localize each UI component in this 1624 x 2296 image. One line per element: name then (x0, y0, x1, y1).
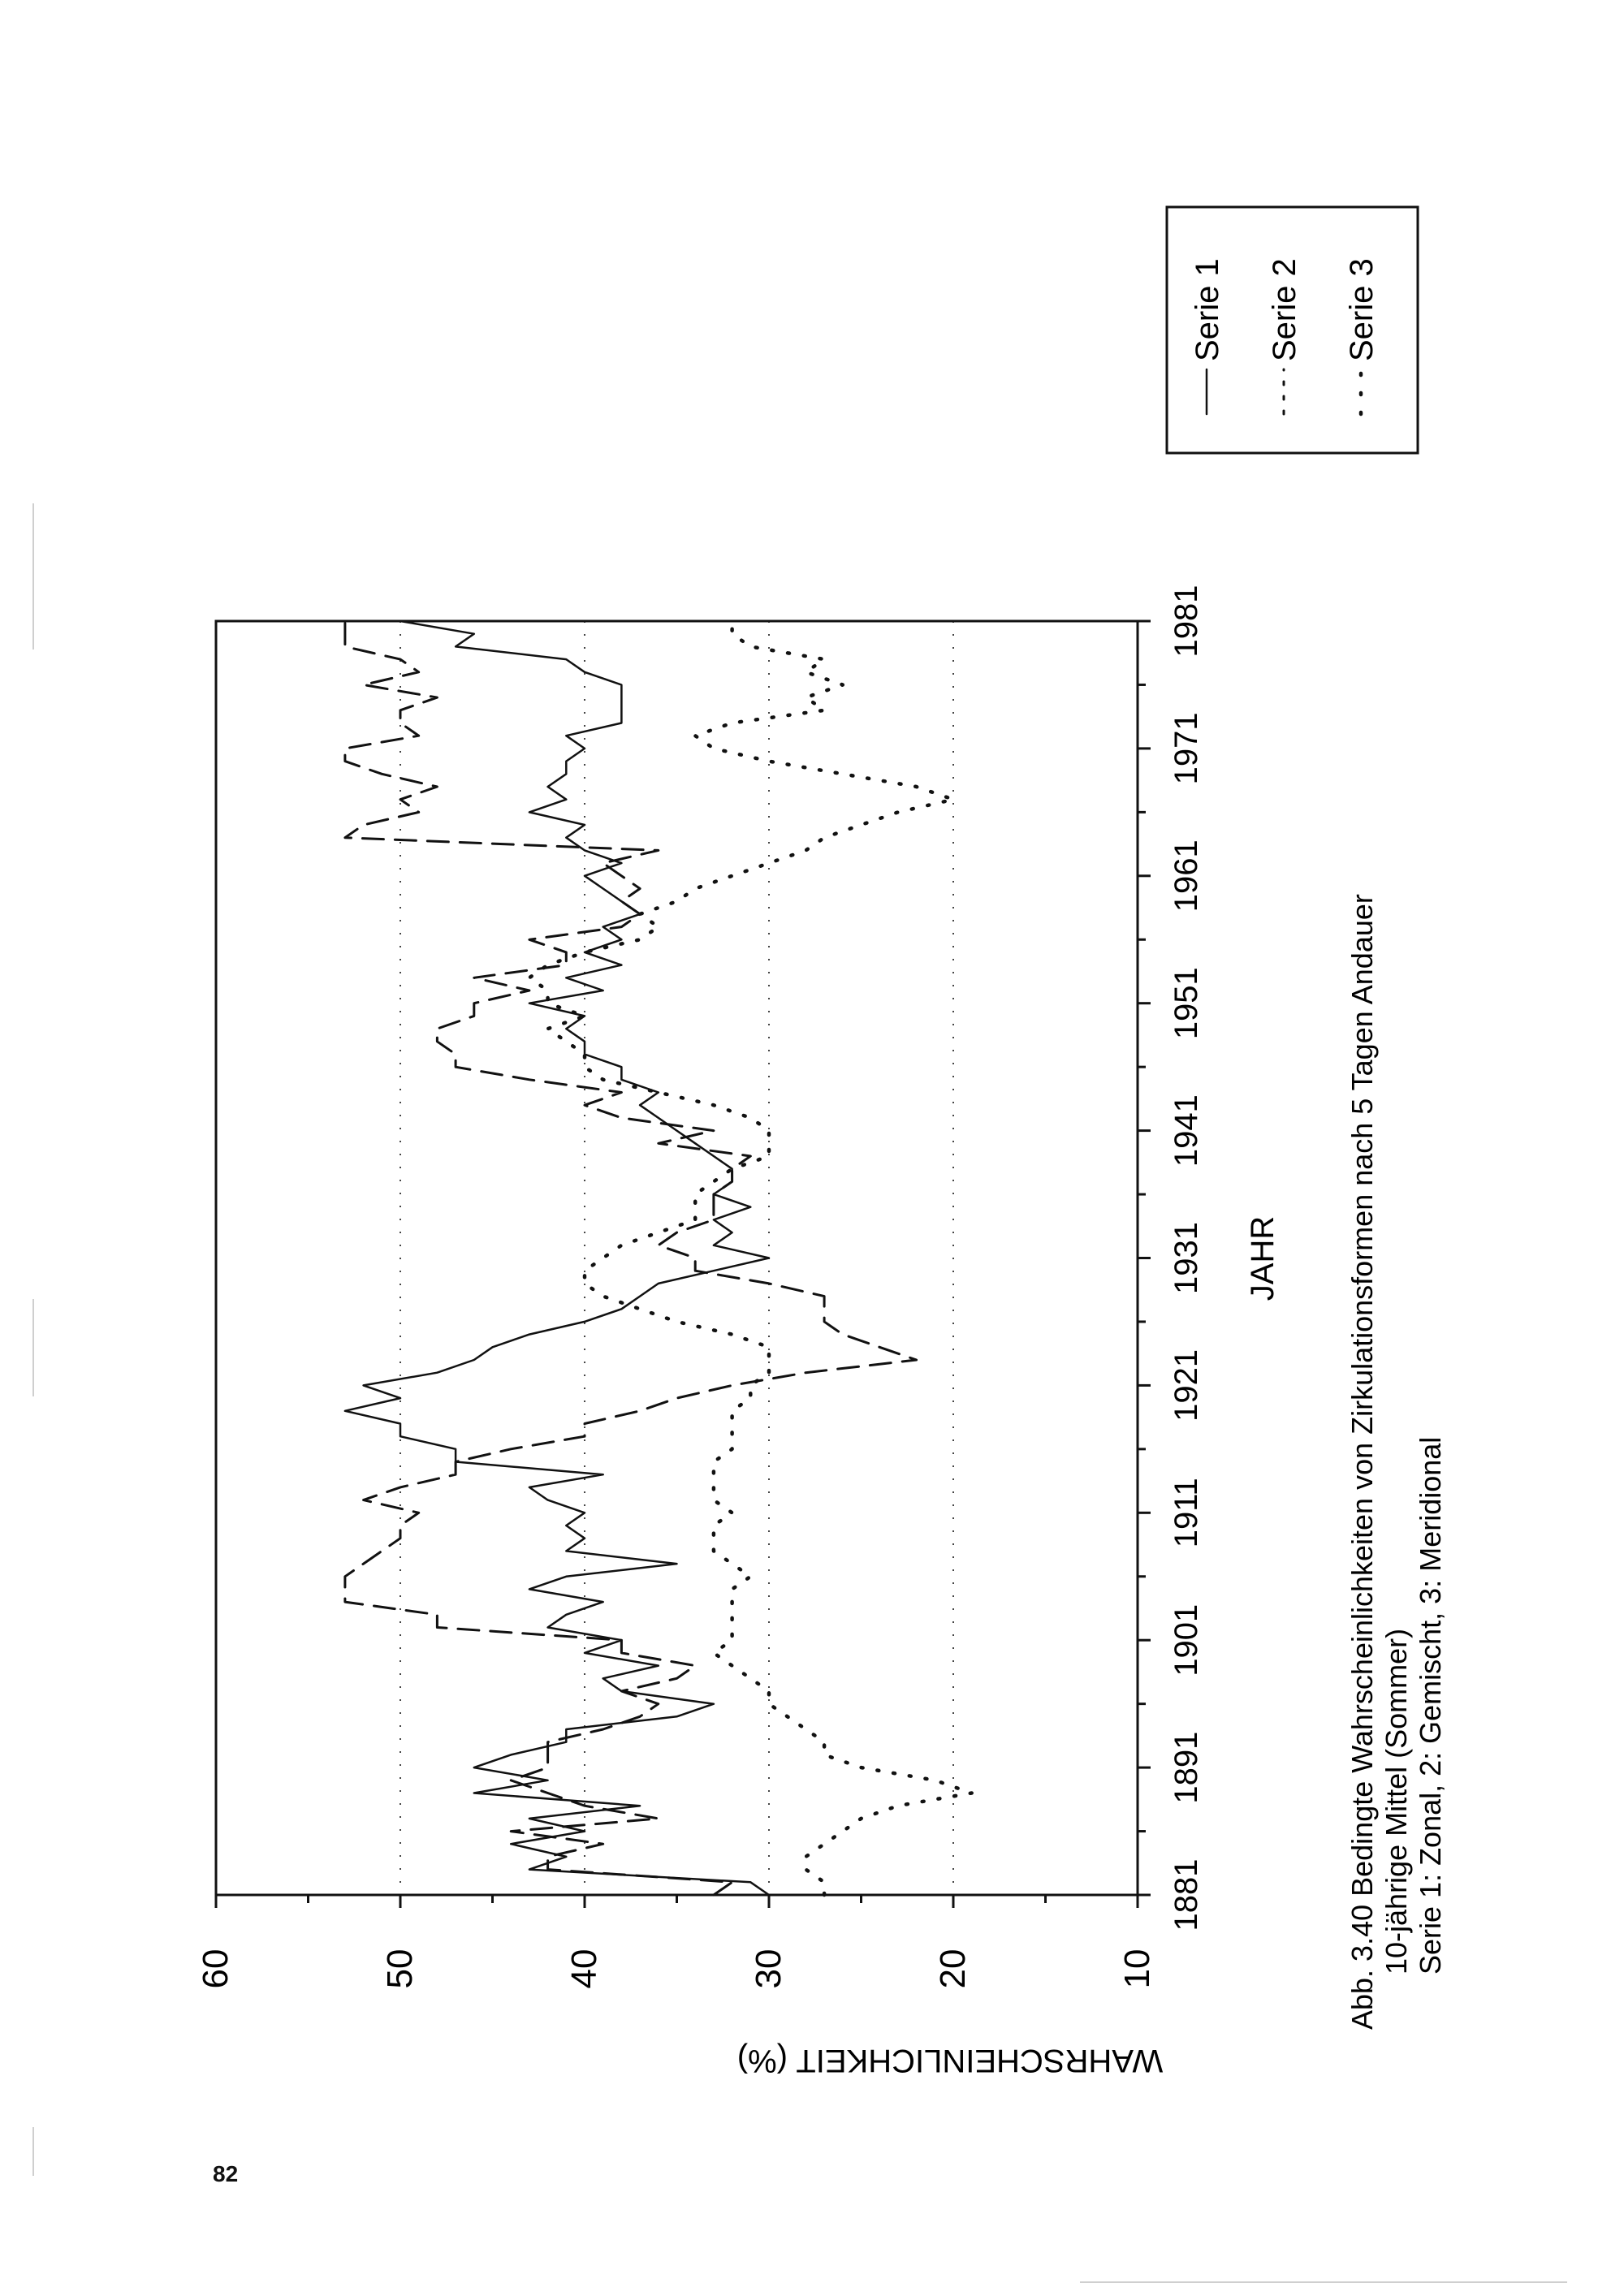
y-tick-label-10: 10 (1117, 1949, 1157, 1989)
y-axis-label: WAHRSCHEINLICHKEIT (%) (736, 2043, 1164, 2078)
x-tick-label-1901: 1901 (1168, 1603, 1204, 1677)
x-tick-label-1951: 1951 (1168, 967, 1204, 1040)
y-tick-label-30: 30 (749, 1949, 788, 1989)
x-tick-label-1891: 1891 (1168, 1731, 1204, 1804)
scan-edge-bottom (1080, 2281, 1567, 2283)
y-tick-label-20: 20 (933, 1949, 973, 1989)
page-number: 82 (213, 2161, 239, 2186)
y-tick-label-60: 60 (196, 1949, 235, 1989)
x-tick-label-1971: 1971 (1168, 712, 1204, 785)
x-tick-label-1881: 1881 (1168, 1858, 1204, 1931)
caption-line-3: Serie 1: Zonal, 2: Gemischt, 3: Meridional (1414, 1436, 1447, 1974)
x-tick-label-1911: 1911 (1168, 1478, 1204, 1548)
x-axis-label: JAHR (1245, 1215, 1281, 1301)
x-tick-label-1921: 1921 (1168, 1349, 1204, 1422)
legend-label-1: Serie 1 (1190, 258, 1225, 361)
caption-line-1: Abb. 3.40 Bedingte Wahrscheinlichkeiten von Zirkulationsformen nach 5 Tagen Andauer (1345, 894, 1379, 2030)
x-tick-label-1931: 1931 (1168, 1222, 1204, 1294)
scan-edge-left (32, 503, 34, 650)
legend-label-3: Serie 3 (1344, 258, 1380, 361)
x-tick-label-1961: 1961 (1168, 839, 1204, 913)
x-tick-label-1941: 1941 (1168, 1094, 1204, 1167)
scan-edge-left-3 (32, 2127, 34, 2176)
y-tick-label-40: 40 (564, 1949, 604, 1989)
x-tick-label-1981: 1981 (1168, 585, 1204, 658)
caption-line-2: 10-jährige Mittel (Sommer) (1380, 1628, 1413, 1974)
legend-label-2: Serie 2 (1267, 258, 1302, 361)
y-tick-label-50: 50 (380, 1949, 420, 1989)
scan-edge-left-2 (32, 1299, 34, 1396)
